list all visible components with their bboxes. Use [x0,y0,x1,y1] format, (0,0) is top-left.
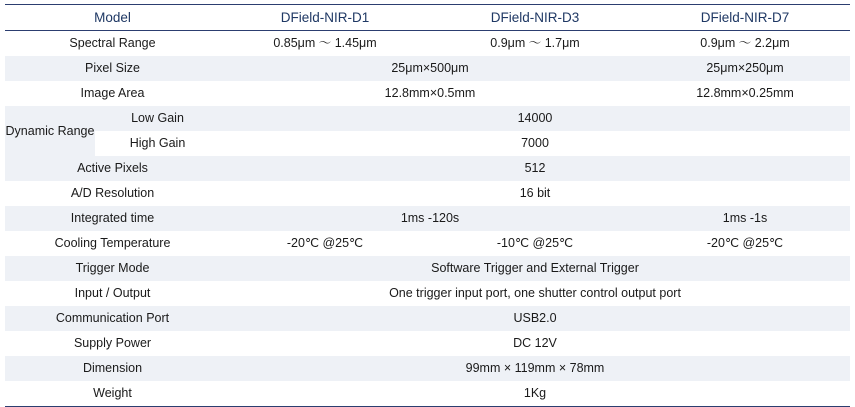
header-col-d7: DField-NIR-D7 [700,10,790,25]
row-label-dynamic-range: Dynamic Range [5,106,95,156]
row-label-spectral-range: Spectral Range [69,36,156,50]
cell-pixel-size-d7: 25μm×250μm [640,56,850,81]
header-model-label: Model [94,10,131,25]
row-label-weight: Weight [93,386,132,400]
table-row [5,56,850,81]
row-label-supply-power: Supply Power [73,336,152,350]
cell-input-output: One trigger input port, one shutter control output port [389,286,681,300]
table-row [5,231,850,256]
row-label-image-area: Image Area [80,86,145,100]
cell-spectral-range-d1: 0.85μm ～ 1.45μm [273,36,377,50]
table-row [5,106,850,131]
table-row [5,31,850,57]
header-col-d3: DField-NIR-D3 [490,10,580,25]
header-col-d1: DField-NIR-D1 [280,10,370,25]
cell-spectral-range-d3: 0.9μm ～ 1.7μm [490,36,580,50]
specifications-table [5,4,850,407]
cell-image-area-d1-d3: 12.8mm×0.5mm [384,86,476,100]
table-header-row [5,5,850,31]
table-row [5,381,850,407]
table-row [5,131,850,156]
row-sublabel-high-gain: High Gain [129,136,186,150]
row-label-integrated-time: Integrated time [5,206,220,231]
cell-integrated-time-d7: 1ms -1s [640,206,850,231]
cell-supply-power: DC 12V [513,336,557,350]
cell-dimension: 99mm × 119mm × 78mm [220,356,850,381]
table-row [5,281,850,306]
row-label-trigger-mode: Trigger Mode [5,256,220,281]
cell-weight: 1Kg [523,386,547,400]
table-row [5,256,850,281]
table-row [5,156,850,181]
cell-integrated-time-d1-d3: 1ms -120s [220,206,640,231]
table-row [5,306,850,331]
cell-active-pixels: 512 [220,156,850,181]
table-row [5,356,850,381]
cell-communication-port: USB2.0 [220,306,850,331]
row-label-dimension: Dimension [5,356,220,381]
cell-spectral-range-d7: 0.9μm ～ 2.2μm [700,36,790,50]
table-row [5,331,850,356]
row-label-cooling-temperature: Cooling Temperature [54,236,171,250]
row-label-input-output: Input / Output [74,286,151,300]
cell-image-area-d7: 12.8mm×0.25mm [696,86,794,100]
row-sublabel-low-gain: Low Gain [95,106,220,131]
table-row [5,206,850,231]
cell-trigger-mode: Software Trigger and External Trigger [220,256,850,281]
cell-cooling-temperature-d3: -10℃ @25℃ [496,236,574,250]
row-label-pixel-size: Pixel Size [5,56,220,81]
cell-pixel-size-d1-d3: 25μm×500μm [220,56,640,81]
row-label-ad-resolution: A/D Resolution [70,186,155,200]
table-row [5,181,850,206]
cell-cooling-temperature-d7: -20℃ @25℃ [706,236,784,250]
cell-dynamic-range-high-gain: 7000 [521,136,549,150]
cell-dynamic-range-low-gain: 14000 [220,106,850,131]
cell-ad-resolution: 16 bit [519,186,551,200]
cell-cooling-temperature-d1: -20℃ @25℃ [286,236,364,250]
row-label-active-pixels: Active Pixels [5,156,220,181]
row-label-communication-port: Communication Port [5,306,220,331]
table-row [5,81,850,106]
